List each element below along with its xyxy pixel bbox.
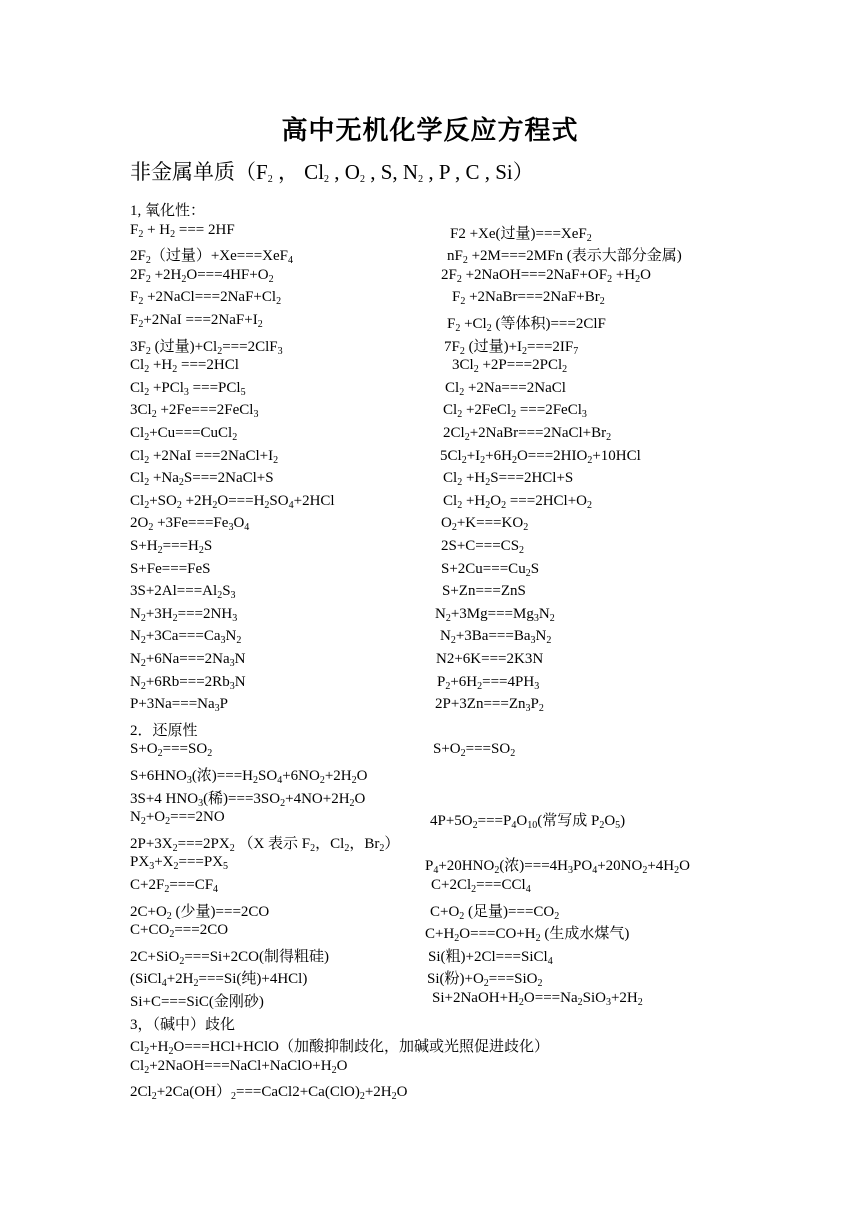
equation-left: $N_2+6Na===2Na_3N$ [130,651,246,669]
equation-row [0,244,860,267]
equation-row [0,425,860,448]
equation-left: $C+2F_2===CF_4$ [130,877,219,895]
equation-left: $3S+2Al===Al_2S_3$ [130,583,236,602]
equation-row [0,470,860,493]
section-heading: 2．还原性 [130,722,198,739]
equation-left: $F_2 + H_2$ === 2HF [130,221,235,240]
equation-row [0,583,860,606]
equation-row [0,741,860,764]
equation-row [0,312,860,335]
equation-left: $N_2+3H_2===2NH_3$ [130,605,238,624]
equation-right: $C+2Cl_2===CCl_4$ [431,877,531,895]
equation-row [0,380,860,403]
equation-row [0,832,860,855]
equation-row [0,967,860,990]
equation-right: $nF_2 +2M===2MFn$ (表示大部分金属) [447,248,682,267]
equation-right: $S+O_2===SO_2$ [433,741,516,760]
equation-row [0,493,860,516]
equation-left: $Cl_2+Cu===CuCl_2$ [130,425,238,443]
equation-right: $5Cl_2+I_2+6H_2O===2HIO_2+10HCl$ [440,447,641,466]
equation-left: $Cl_2 +H_2 ===2HCl$ [130,357,239,376]
equation-left: $2C+O_2$ (少量)===2CO [130,903,270,922]
equation-row [0,764,860,787]
equation-row [0,945,860,968]
equation-left: $3F_2$ (过量)$+Cl_2===2ClF_3$ [130,338,283,357]
equation-row [0,357,860,380]
equation-left: $2P+3X_2===2PX_2$ （X 表示 $F_2$，$Cl_2$，$Br_2$） [130,835,400,854]
equation-left: $2Cl_2+2Ca(OH)_2===CaCl2+Ca(ClO)_2+2H_2O$ [130,1084,408,1103]
equation-left: $S+O_2===SO_2$ [130,741,213,760]
equation-row [0,402,860,425]
equation-row [0,1035,860,1058]
equation-right: F2 +Xe(过量)===XeF$_2$ [450,225,592,244]
equation-left: $C+CO_2===2CO$ [130,922,229,941]
equation-row [0,877,860,900]
equation-right: Si(粉)$+O_2===SiO_2$ [427,971,543,990]
equation-row [0,1080,860,1103]
equation-left: $N_2+O_2===2NO$ [130,809,225,828]
equation-row [0,809,860,832]
equation-right: $4P+5O_2===P_4O_{10}$(常写成 $P_2O_5$) [430,813,626,832]
equation-row [0,628,860,651]
equation-row [0,538,860,561]
equation-left: 3S+4 $HNO_3$(稀)$===3SO_2+4NO+2H_2O$ [130,790,366,809]
equation-row [0,651,860,674]
equation-right: S+Zn===ZnS [442,583,526,600]
equation-right: $C+O_2$ (足量)$===CO_2$ [430,903,560,922]
equation-right: N2+6K===2K3N [436,651,544,667]
equation-right: $P_4+20HNO_2$(浓)$===4H_3PO_4+20NO_2+4H_2O$ [425,858,690,877]
equation-left: ($SiCl_4+2H_2===Si$(纯)+4HCl) [130,971,308,990]
equation-right: $C+H_2O===CO+H_2$ (生成水煤气) [425,926,630,945]
equation-left: $N_2+6Rb===2Rb_3N$ [130,673,246,692]
equation-row [0,990,860,1013]
equation-left: $Cl_2 +2NaI$ $===2NaCl+I_2$ [130,447,279,466]
equation-row [0,335,860,358]
equation-left: $F_2$ $+2NaCl===2NaF+Cl_2$ [130,289,282,308]
equation-row [0,289,860,312]
equation-left: $F_2+2NaI ===2NaF+I_2$ [130,312,263,330]
section-heading: 3，（碱中）歧化 [130,1016,236,1033]
equation-right: $2F_2$ $+2NaOH===2NaF+OF_2 +H_2O$ [441,266,651,285]
equation-row [0,696,860,719]
equation-right: $N_2+3Ba===Ba_3N_2$ [440,628,552,647]
equation-row [0,515,860,538]
equation-row [0,606,860,629]
equation-left: $Cl_2+H_2O===HCl+HClO$（加酸抑制歧化，加碱或光照促进歧化） [130,1039,549,1058]
equation-left: $PX_3+X_2===PX_5$ [130,854,229,873]
equation-right: $Si+2NaOH+H_2O===Na_2SiO_3+2H_2$ [432,990,643,1008]
equation-left: $Cl_2+2NaOH===NaCl+NaClO+H_2O$ [130,1057,348,1076]
equation-row [0,854,860,877]
equation-left: $S+6HNO_3$(浓)$===H_2SO_4+6NO_2+2H_2O$ [130,768,368,786]
equation-left: $2O_2 +3Fe===Fe_3O_4$ [130,515,250,534]
equation-row [0,674,860,697]
equation-row [0,900,860,923]
equation-right: $S+2Cu===Cu_2S$ [441,560,540,579]
equation-row [0,787,860,810]
equation-left: $3Cl_2$ +2Fe===2FeCl$_3$ [130,402,259,421]
equation-left: $2F_2$（过量）+Xe===XeF$_4$ [130,248,294,267]
equation-right: $Cl_2 +H_2O_2 ===2HCl+O_2$ [443,492,593,511]
page-title: 高中无机化学反应方程式 [281,116,579,146]
equation-right: $O_2+K===KO_2$ [441,515,529,534]
equation-left: Si+C===SiC(金刚砂) [130,994,264,1010]
equation-right: $2P+3Zn===Zn_3P_2$ [435,696,544,715]
equation-right: $Cl_2$ +2Na===2NaCl [445,379,566,398]
equation-right: $3Cl_2 +2P===2PCl_2$ [452,357,568,376]
equation-right: $2Cl_2+2NaBr===2NaCl+Br_2$ [443,425,612,443]
equation-row [0,222,860,245]
equation-right: $Cl_2$ +2FeCl$_2$ ===2FeCl$_3$ [443,402,587,421]
equation-left: 2C+SiO$_2$===Si+2CO(制得粗硅) [130,948,329,967]
equation-right: $N_2+3Mg===Mg_3N_2$ [435,605,555,624]
equation-right: $2S+C===CS_2$ [441,538,525,556]
equation-left: S+Fe===FeS [130,560,211,577]
equation-left: $Cl_2+SO_2 +2H_2O===H_2SO_4+2HCl$ [130,492,335,511]
equation-row [0,561,860,584]
section-heading: 1, 氧化性： [130,203,206,219]
equation-left: $S+H_2===H_2S$ [130,538,213,556]
equation-row [0,267,860,290]
equation-right: $Cl_2 +H_2S===2HCl+S$ [443,470,574,489]
equation-left: $Cl_2 +PCl_3 ===PCl_5$ [130,379,246,398]
equation-right: Si(粗)+2Cl===SiCl$_4$ [428,948,553,967]
equation-left: $N_2+3Ca===Ca_3N_2$ [130,628,242,647]
equation-left: $Cl_2$ $+Na_2S===2NaCl+S$ [130,470,274,489]
equation-right: $P_2+6H_2===4PH_3$ [437,673,540,692]
equation-row [0,448,860,471]
equation-right: $F_2$ $+2NaBr===2NaF+Br_2$ [452,289,605,308]
equation-right: $F_2 +Cl_2$ (等体积)===2ClF [447,316,606,334]
page-subtitle: 非金属单质（$F_2$ ， $Cl_2$ , $O_2$ , S, $N_2$ , P , C , Si） [130,160,534,185]
equation-row [0,1058,860,1081]
equation-left: $P+3Na===Na_3P$ [130,696,229,715]
equation-row [0,922,860,945]
equation-right: $7F_2$ (过量)$+I_2===2IF_7$ [444,338,579,357]
equation-left: $2F_2 +2H_2O===4HF+O_2$ [130,266,274,285]
